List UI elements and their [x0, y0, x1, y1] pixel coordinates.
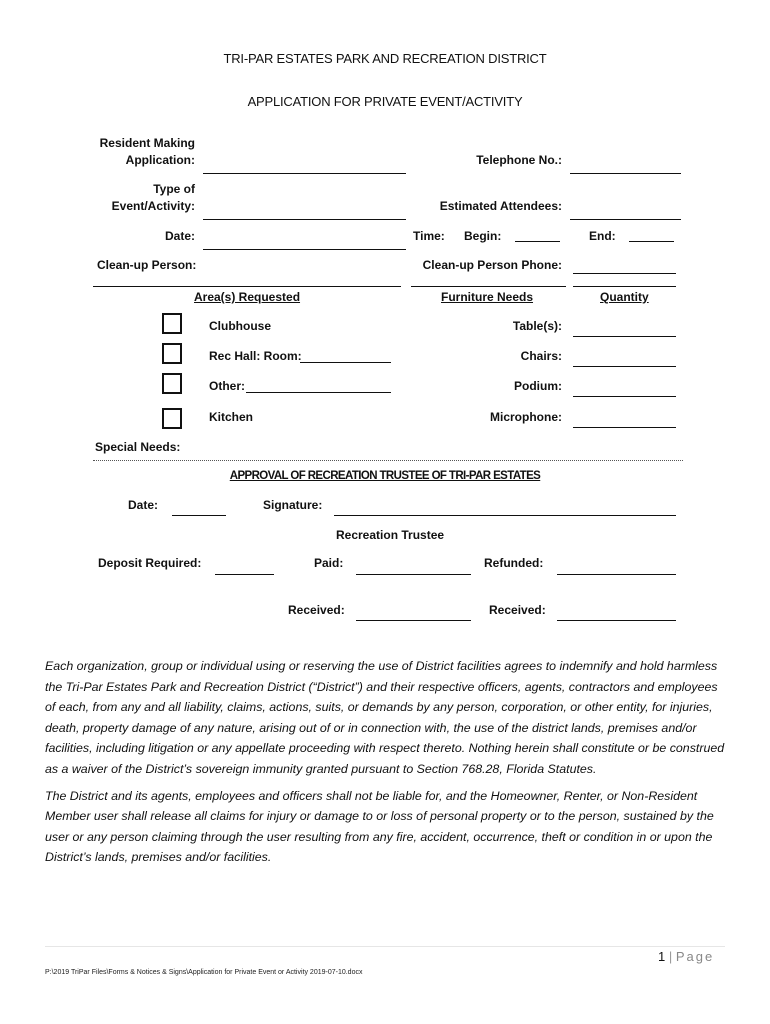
telephone-label: Telephone No.: — [476, 153, 562, 167]
rec-hall-label: Rec Hall: Room: — [209, 349, 302, 363]
file-path: P:\2019 TriPar Files\Forms & Notices & Signs\Application for Private Event or Activity 2019-07-10.docx — [45, 969, 363, 976]
furniture-needs-header: Furniture Needs — [441, 290, 534, 304]
signature-label: Signature: — [263, 498, 323, 512]
microphone-label: Microphone: — [490, 410, 562, 424]
signature-field[interactable] — [334, 515, 676, 516]
recreation-trustee-label: Recreation Trustee — [336, 528, 445, 542]
estimated-attendees-label: Estimated Attendees: — [439, 199, 562, 213]
received-field-2[interactable] — [557, 620, 676, 621]
end-time-field[interactable] — [629, 241, 674, 242]
org-title: TRI-PAR ESTATES PARK AND RECREATION DISTRICT — [223, 51, 547, 66]
time-label: Time: — [413, 229, 445, 243]
page-indicator — [658, 949, 714, 964]
resident-label-line1: Resident Making — [99, 136, 195, 150]
tables-quantity-field[interactable] — [573, 336, 676, 337]
quantity-header: Quantity — [600, 290, 649, 304]
event-type-label-line2: Event/Activity: — [111, 199, 195, 213]
cleanup-phone-field[interactable] — [573, 273, 676, 274]
other-checkbox[interactable] — [162, 373, 182, 394]
microphone-quantity-field[interactable] — [573, 427, 676, 428]
deposit-required-label: Deposit Required: — [98, 556, 202, 570]
rec-hall-checkbox[interactable] — [162, 343, 182, 364]
cleanup-phone-label: Clean-up Person Phone: — [422, 258, 562, 272]
deposit-required-field[interactable] — [215, 574, 274, 575]
page-number: 1 — [658, 949, 666, 964]
begin-label: Begin: — [464, 229, 502, 243]
special-needs-label: Special Needs: — [95, 440, 181, 454]
special-needs-field[interactable] — [93, 460, 683, 461]
telephone-field[interactable] — [570, 173, 681, 174]
begin-time-field[interactable] — [515, 241, 560, 242]
chairs-label: Chairs: — [520, 349, 562, 363]
approval-date-label: Date: — [128, 498, 159, 512]
date-label: Date: — [164, 229, 195, 243]
paid-label: Paid: — [314, 556, 344, 570]
refunded-label: Refunded: — [484, 556, 544, 570]
areas-requested-header: Area(s) Requested — [194, 290, 301, 304]
podium-quantity-field[interactable] — [573, 396, 676, 397]
cleanup-person-label: Clean-up Person: — [97, 258, 197, 272]
resident-label-line2: Application: — [125, 153, 195, 167]
page-word: Page — [675, 949, 715, 964]
approval-header: APPROVAL OF RECREATION TRUSTEE OF TRI-PAR ESTATES — [229, 470, 541, 482]
kitchen-label: Kitchen — [209, 410, 254, 424]
clubhouse-checkbox[interactable] — [162, 313, 182, 334]
form-title: APPLICATION FOR PRIVATE EVENT/ACTIVITY — [247, 94, 523, 109]
estimated-attendees-field[interactable] — [570, 219, 681, 220]
received-field-1[interactable] — [356, 620, 471, 621]
received-label-1: Received: — [288, 603, 345, 617]
clubhouse-label: Clubhouse — [209, 319, 271, 333]
page-separator: | — [668, 949, 673, 964]
footer-divider — [45, 946, 725, 947]
cleanup-person-field[interactable] — [93, 286, 401, 287]
resident-field[interactable] — [203, 173, 406, 174]
event-type-label-line1: Type of — [153, 182, 195, 196]
chairs-quantity-field[interactable] — [573, 366, 676, 367]
kitchen-checkbox[interactable] — [162, 408, 182, 429]
refunded-field[interactable] — [557, 574, 676, 575]
indemnification-paragraph: Each organization, group or individual using or reserving the use of District facilities agrees to indemnify and hold harmless the Tri-Par Estates Park and Recreation District (“District”) and their respective officers, agents, contractors and employees of each, from any and all liability, claims, actions, suits, or demands by any person, corporation, or other entity, for injuries, death, property damage of any nature, arising out of or in connection with, the use of the district lands, premises and/or facilities, including litigation or any appellate proceeding with respect thereto. Nothing herein shall constitute or be construed as a waiver of the District’s sovereign immunity granted pursuant to Section 768.28, Florida Statutes. — [45, 659, 725, 776]
divider-line — [573, 286, 676, 287]
date-field[interactable] — [203, 249, 406, 250]
rec-hall-room-field[interactable] — [300, 362, 391, 363]
event-type-field[interactable] — [203, 219, 406, 220]
liability-release-paragraph: The District and its agents, employees and officers shall not be liable for, and the Homeowner, Renter, or Non-Resident Member user shall release all claims for injury or damage to or loss of personal property or to the person, sustained by the user or any person claiming through the user resulting from any fire, accident, occurrence, theft or condition in or upon the District’s lands, premises and/or facilities. — [45, 788, 714, 865]
paid-field[interactable] — [356, 574, 471, 575]
terms-block — [45, 656, 725, 868]
tables-label: Table(s): — [512, 319, 562, 333]
divider-line — [411, 286, 566, 287]
other-label: Other: — [209, 379, 245, 393]
podium-label: Podium: — [514, 379, 562, 393]
end-label: End: — [589, 229, 616, 243]
approval-date-field[interactable] — [172, 515, 226, 516]
received-label-2: Received: — [489, 603, 546, 617]
other-field[interactable] — [246, 392, 391, 393]
